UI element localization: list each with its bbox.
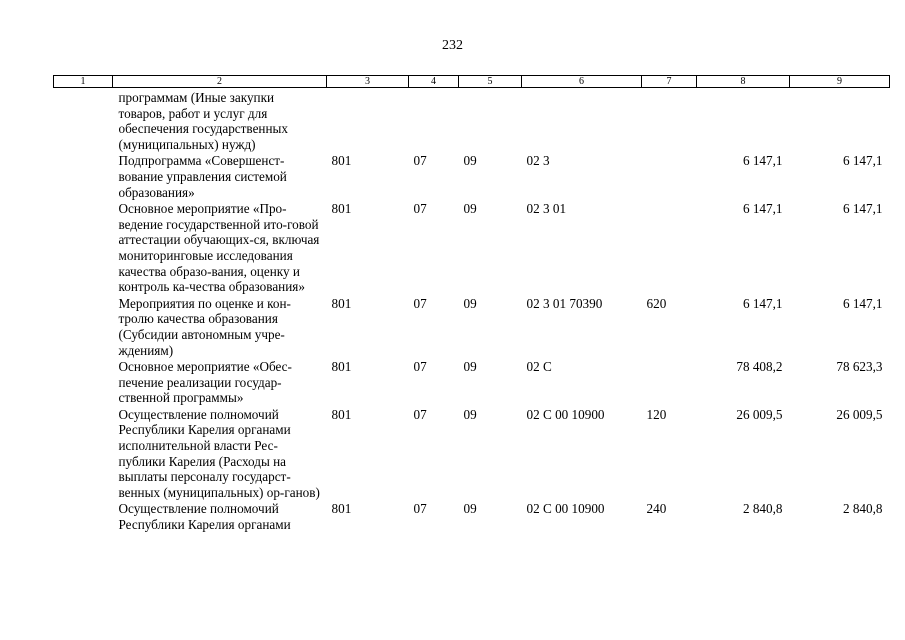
item-name: Мероприятия по оценке и кон-тролю качества образования (Субсидии автономным учре-ждениям) bbox=[118, 295, 291, 358]
target-item-code: 02 С 00 10900 bbox=[526, 501, 605, 517]
section-code: 07 bbox=[413, 295, 427, 311]
expense-type-code bbox=[642, 153, 697, 201]
ministry-code: 801 bbox=[331, 501, 352, 517]
ministry-code: 801 bbox=[331, 201, 352, 217]
subsection-code: 09 bbox=[463, 153, 477, 169]
amount-col8: 78 408,2 bbox=[736, 359, 783, 375]
expense-type-code bbox=[642, 88, 697, 154]
expense-type-code bbox=[642, 201, 697, 296]
row-number-cell bbox=[54, 88, 113, 154]
target-item-code: 02 С 00 10900 bbox=[526, 406, 605, 422]
column-header: 3 bbox=[327, 76, 409, 88]
item-name: Осуществление полномочий Республики Карелия органами исполнительной власти Рес-публики Карелия (Расходы на выплаты персоналу государст-венных (муниципальных) ор-ганов) bbox=[118, 406, 320, 500]
subsection-code: 09 bbox=[463, 501, 477, 517]
column-header: 7 bbox=[642, 76, 697, 88]
expense-type-code: 240 bbox=[646, 501, 667, 517]
amount-col8 bbox=[697, 88, 790, 154]
row-number-cell bbox=[54, 153, 113, 201]
table-row bbox=[54, 296, 890, 359]
column-header: 5 bbox=[459, 76, 522, 88]
amount-col8: 6 147,1 bbox=[742, 201, 783, 217]
amount-col8: 6 147,1 bbox=[742, 295, 783, 311]
table-row bbox=[54, 407, 890, 502]
section-code: 07 bbox=[413, 153, 427, 169]
amount-col9 bbox=[790, 88, 890, 154]
target-item-code bbox=[522, 88, 642, 154]
row-number-cell bbox=[54, 501, 113, 533]
item-name: программам (Иные закупки товаров, работ и услуг для обеспечения государственных (муниципальных) нужд) bbox=[118, 90, 288, 152]
section-code: 07 bbox=[413, 359, 427, 375]
amount-col8: 26 009,5 bbox=[736, 406, 783, 422]
subsection-code bbox=[459, 88, 522, 154]
ministry-code: 801 bbox=[331, 406, 352, 422]
table-row bbox=[54, 201, 890, 296]
amount-col9: 2 840,8 bbox=[842, 501, 883, 517]
column-header: 4 bbox=[409, 76, 459, 88]
column-header: 8 bbox=[697, 76, 790, 88]
subsection-code: 09 bbox=[463, 406, 477, 422]
ministry-code: 801 bbox=[331, 359, 352, 375]
subsection-code: 09 bbox=[463, 295, 477, 311]
target-item-code: 02 С bbox=[526, 359, 552, 375]
target-item-code: 02 3 01 bbox=[526, 201, 567, 217]
page-number: 232 bbox=[442, 38, 463, 53]
amount-col8: 6 147,1 bbox=[742, 153, 783, 169]
table-row bbox=[54, 359, 890, 407]
item-name: Основное мероприятие «Обес-печение реализации государ-ственной программы» bbox=[118, 359, 292, 406]
amount-col8: 2 840,8 bbox=[742, 501, 783, 517]
amount-col9: 6 147,1 bbox=[842, 201, 883, 217]
subsection-code: 09 bbox=[463, 201, 477, 217]
column-header: 2 bbox=[113, 76, 327, 88]
table-row bbox=[54, 501, 890, 533]
table-row bbox=[54, 88, 890, 154]
amount-col9: 6 147,1 bbox=[842, 153, 883, 169]
ministry-code: 801 bbox=[331, 153, 352, 169]
row-number-cell bbox=[54, 407, 113, 502]
column-header: 9 bbox=[790, 76, 890, 88]
item-name: Осуществление полномочий Республики Карелия органами bbox=[118, 501, 291, 533]
expense-type-code: 120 bbox=[646, 406, 667, 422]
column-number-header bbox=[54, 76, 890, 88]
target-item-code: 02 3 01 70390 bbox=[526, 295, 603, 311]
row-number-cell bbox=[54, 296, 113, 359]
column-header: 1 bbox=[54, 76, 113, 88]
table-row bbox=[54, 153, 890, 201]
expense-type-code: 620 bbox=[646, 295, 667, 311]
section-code: 07 bbox=[413, 201, 427, 217]
section-code: 07 bbox=[413, 406, 427, 422]
target-item-code: 02 3 bbox=[526, 153, 550, 169]
section-code bbox=[409, 88, 459, 154]
ministry-code: 801 bbox=[331, 295, 352, 311]
budget-table bbox=[53, 75, 890, 534]
row-number-cell bbox=[54, 359, 113, 407]
expense-type-code bbox=[642, 359, 697, 407]
column-header: 6 bbox=[522, 76, 642, 88]
amount-col9: 6 147,1 bbox=[842, 295, 883, 311]
section-code: 07 bbox=[413, 501, 427, 517]
row-number-cell bbox=[54, 201, 113, 296]
item-name: Основное мероприятие «Про-ведение государственной ито-говой аттестации обучающих-ся, включая мониторинговые исследования качества образо-вания, оценку и контроль ка-чества образования» bbox=[118, 201, 320, 295]
amount-col9: 78 623,3 bbox=[836, 359, 883, 375]
ministry-code bbox=[327, 88, 409, 154]
amount-col9: 26 009,5 bbox=[836, 406, 883, 422]
subsection-code: 09 bbox=[463, 359, 477, 375]
item-name: Подпрограмма «Совершенст-вование управления системой образования» bbox=[118, 153, 287, 200]
